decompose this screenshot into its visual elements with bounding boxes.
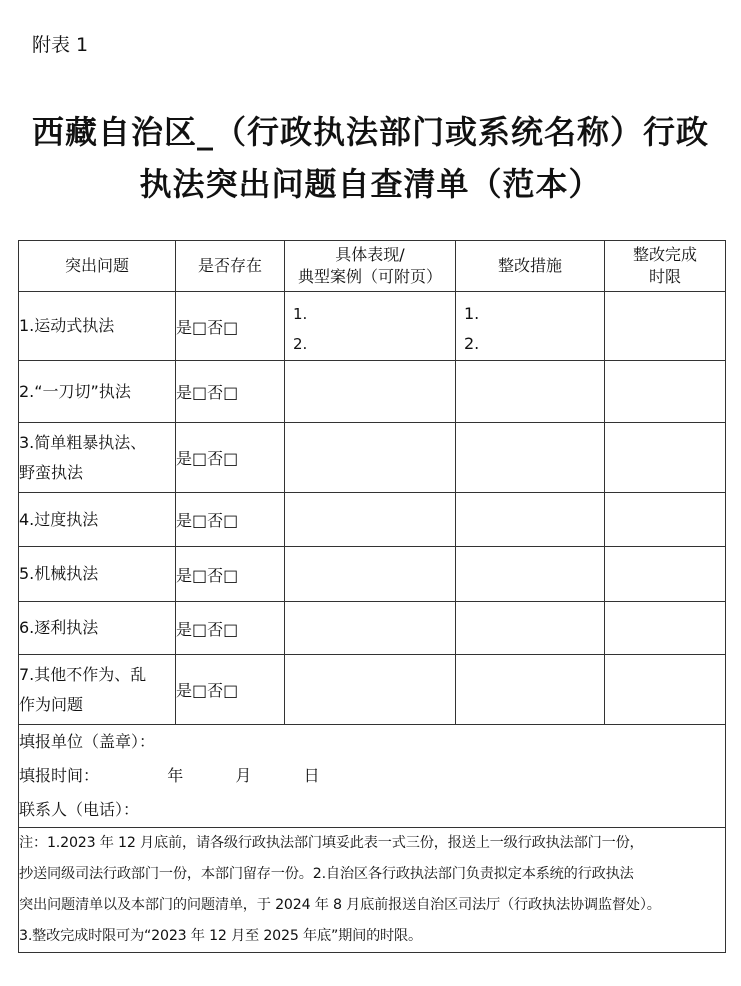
- table-row: [19, 547, 726, 602]
- header-manifestation-line1: 具体表现/: [335, 245, 405, 264]
- fill-info-cell: [19, 725, 726, 828]
- deadline-cell[interactable]: [605, 493, 726, 547]
- deadline-cell[interactable]: [605, 423, 726, 493]
- note-line-2: 抄送同级司法行政部门一份，本部门留存一份。2.自治区各行政执法部门负责拟定本系统的行政执法: [19, 866, 634, 882]
- header-deadline-line1: 整改完成: [632, 245, 697, 264]
- title-line-1: 西藏自治区_（行政执法部门或系统名称）行政: [31, 113, 709, 151]
- yes-no-checkbox[interactable]: 是□否□: [176, 493, 285, 547]
- issue-line1: 6.逐利执法: [19, 618, 99, 637]
- fill-contact: 联系人（电话）：: [19, 800, 140, 819]
- note-line-3: 突出问题清单以及本部门的问题清单，于 2024 年 8 月底前报送自治区司法厅（行政执法协调监督处）。: [19, 897, 661, 913]
- issue-cell: [19, 655, 176, 725]
- measures-cell[interactable]: [456, 493, 605, 547]
- table-header-row: [19, 241, 726, 292]
- header-deadline-line2: 时限: [648, 267, 681, 286]
- deadline-cell[interactable]: [605, 361, 726, 423]
- measures-cell[interactable]: [456, 655, 605, 725]
- table-row: [19, 602, 726, 655]
- deadline-cell[interactable]: [605, 547, 726, 602]
- deadline-cell[interactable]: [605, 292, 726, 361]
- header-manifestation: [285, 241, 456, 292]
- self-check-table: [18, 240, 726, 953]
- issue-line1: 1.运动式执法: [19, 316, 115, 335]
- issue-line2: 野蛮执法: [19, 462, 84, 482]
- fill-year: 年: [167, 766, 184, 785]
- table-row: [19, 493, 726, 547]
- note-row: [19, 828, 726, 953]
- header-issue: 突出问题: [19, 241, 176, 292]
- yes-no-checkbox[interactable]: 是□否□: [176, 655, 285, 725]
- fill-info-row: [19, 725, 726, 828]
- table-row: [19, 423, 726, 493]
- issue-cell: [19, 493, 176, 547]
- manifestation-cell[interactable]: [285, 602, 456, 655]
- note-line-1: 注：1.2023 年 12 月底前，请各级行政执法部门填妥此表一式三份，报送上一级行政执法部门一份，: [19, 835, 644, 851]
- issue-line1: 3.简单粗暴执法、: [19, 432, 147, 452]
- yes-no-checkbox[interactable]: 是□否□: [176, 602, 285, 655]
- issue-line1: 7.其他不作为、乱: [19, 664, 147, 684]
- issue-cell: [19, 361, 176, 423]
- issue-line1: 2.“一刀切”执法: [19, 381, 131, 401]
- note-line-4: 3.整改完成时限可为“2023 年 12 月至 2025 年底”期间的时限。: [19, 928, 423, 944]
- issue-cell: [19, 423, 176, 493]
- table-row: [19, 655, 726, 725]
- fill-unit: 填报单位（盖章）：: [19, 732, 156, 751]
- deadline-cell[interactable]: [605, 655, 726, 725]
- list-item: 2.: [293, 335, 308, 353]
- manifestation-cell[interactable]: [285, 547, 456, 602]
- manifestation-cell[interactable]: [285, 292, 456, 361]
- yes-no-checkbox[interactable]: 是□否□: [176, 423, 285, 493]
- issue-line1: 5.机械执法: [19, 564, 99, 583]
- list-item: 1.: [293, 305, 308, 323]
- yes-no-checkbox[interactable]: 是□否□: [176, 361, 285, 423]
- deadline-cell[interactable]: [605, 602, 726, 655]
- issue-cell: [19, 292, 176, 361]
- issue-cell: [19, 602, 176, 655]
- title-line-2: 执法突出问题自查清单（范本）: [139, 165, 602, 203]
- issue-cell: [19, 547, 176, 602]
- yes-no-checkbox[interactable]: 是□否□: [176, 292, 285, 361]
- header-exists: 是否存在: [176, 241, 285, 292]
- fill-time-label: 填报时间：: [19, 766, 100, 785]
- fill-month: 月: [235, 766, 252, 785]
- document-title: [0, 106, 741, 210]
- manifestation-cell[interactable]: [285, 423, 456, 493]
- measures-cell[interactable]: [456, 423, 605, 493]
- note-cell: [19, 828, 726, 953]
- issue-line2: 作为问题: [19, 694, 84, 714]
- header-manifestation-line2: 典型案例（可附页）: [297, 267, 442, 286]
- measures-cell[interactable]: [456, 292, 605, 361]
- list-item: 1.: [464, 304, 480, 323]
- measures-cell[interactable]: [456, 361, 605, 423]
- yes-no-checkbox[interactable]: 是□否□: [176, 547, 285, 602]
- manifestation-cell[interactable]: [285, 361, 456, 423]
- fill-day: 日: [303, 766, 320, 785]
- manifestation-cell[interactable]: [285, 493, 456, 547]
- measures-cell[interactable]: [456, 547, 605, 602]
- issue-line1: 4.过度执法: [19, 509, 99, 529]
- appendix-label: 附表 1: [32, 34, 89, 56]
- fill-time: [19, 759, 725, 793]
- list-item: 2.: [464, 334, 480, 353]
- manifestation-cell[interactable]: [285, 655, 456, 725]
- table-row: [19, 292, 726, 361]
- table-row: [19, 361, 726, 423]
- measures-cell[interactable]: [456, 602, 605, 655]
- header-measures: 整改措施: [456, 241, 605, 292]
- header-deadline: [605, 241, 726, 292]
